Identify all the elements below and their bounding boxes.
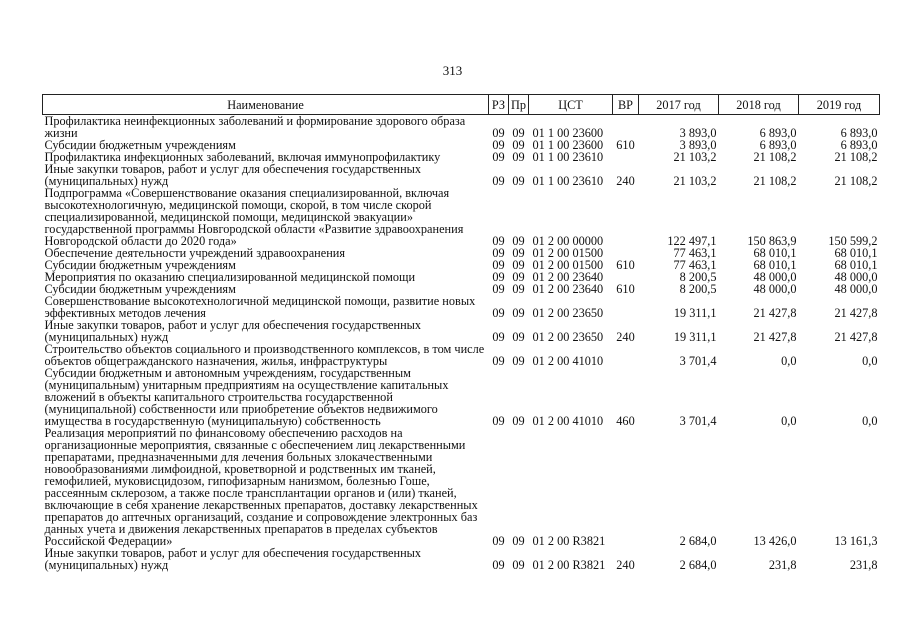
- row-vr: [613, 343, 639, 367]
- row-cst: 01 2 00 23640: [532, 270, 604, 284]
- row-2019: 6 893,0: [840, 126, 878, 140]
- row-2017: 21 103,2: [673, 174, 717, 188]
- row-name: Иные закупки товаров, работ и услуг для обеспечения государственных (муниципальных) нужд: [44, 546, 422, 572]
- row-name: Субсидии бюджетным учреждениям: [44, 138, 236, 152]
- header-pr: Пр: [509, 95, 529, 115]
- row-cst: 01 2 00 R3821: [532, 534, 606, 548]
- row-pr: 09: [512, 126, 525, 140]
- row-2019: 21 427,8: [834, 330, 878, 344]
- row-2018: 21 108,2: [753, 174, 797, 188]
- row-vr: 240: [616, 174, 635, 188]
- row-cst: 01 2 00 41010: [532, 354, 604, 368]
- row-name: Строительство объектов социального и производственного комплексов, в том числе объектов общегражданского назначения, жилья, инфраструктуры: [44, 342, 485, 368]
- row-rz: 09: [492, 306, 505, 320]
- row-2019: 48 000,0: [834, 282, 878, 296]
- row-cst: 01 2 00 23650: [532, 306, 604, 320]
- row-vr: [613, 427, 639, 547]
- row-name: Подпрограмма «Совершенствование оказания специализированной, включая высокотехнологичную, медицинской помощи, скорой, в том числе скорой специализированной, медицинской помощи, медицинской эвакуации» государственной программы Новгородской области «Развитие здравоохранения Новгородской области до 2020 года»: [44, 186, 464, 248]
- row-2018: 0,0: [781, 354, 797, 368]
- row-2018: 13 426,0: [753, 534, 797, 548]
- row-pr: 09: [512, 138, 525, 152]
- row-2017: 2 684,0: [679, 534, 717, 548]
- row-2019: 13 161,3: [834, 534, 878, 548]
- row-name: Профилактика неинфекционных заболеваний и формирование здорового образа жизни: [44, 114, 466, 140]
- row-rz: 09: [492, 258, 505, 272]
- row-vr: 610: [616, 258, 635, 272]
- row-rz: 09: [492, 414, 505, 428]
- row-cst: 01 1 00 23600: [532, 138, 604, 152]
- row-cst: 01 1 00 23610: [532, 174, 604, 188]
- table-row: [43, 187, 880, 247]
- row-2018: 231,8: [768, 558, 797, 572]
- row-2017: 3 893,0: [679, 138, 717, 152]
- row-2019: 21 108,2: [834, 174, 878, 188]
- row-pr: 09: [512, 246, 525, 260]
- row-rz: 09: [492, 270, 505, 284]
- row-vr: 610: [616, 282, 635, 296]
- table-row: [43, 295, 880, 319]
- header-2018: 2018 год: [719, 95, 799, 115]
- budget-table: [42, 94, 880, 571]
- row-2017: 8 200,5: [679, 270, 717, 284]
- row-cst: 01 2 00 01500: [532, 258, 604, 272]
- row-name: Субсидии бюджетным учреждениям: [44, 258, 236, 272]
- row-2018: 48 000,0: [753, 282, 797, 296]
- row-2018: 150 863,9: [747, 234, 797, 248]
- row-2019: 68 010,1: [834, 258, 878, 272]
- row-cst: 01 2 00 R3821: [532, 558, 606, 572]
- row-2017: 21 103,2: [673, 150, 717, 164]
- row-2018: 21 427,8: [753, 306, 797, 320]
- page-number: 313: [442, 63, 463, 78]
- row-rz: 09: [492, 138, 505, 152]
- table-row: [43, 163, 880, 187]
- table-row: [43, 115, 880, 140]
- row-vr: 240: [616, 330, 635, 344]
- row-2017: 19 311,1: [673, 306, 717, 320]
- header-rz: РЗ: [489, 95, 509, 115]
- row-pr: 09: [512, 234, 525, 248]
- header-2019: 2019 год: [799, 95, 880, 115]
- row-name: Иные закупки товаров, работ и услуг для обеспечения государственных (муниципальных) нужд: [44, 318, 422, 344]
- row-2018: 0,0: [781, 414, 797, 428]
- row-rz: 09: [492, 234, 505, 248]
- row-rz: 09: [492, 330, 505, 344]
- row-2017: 2 684,0: [679, 558, 717, 572]
- row-rz: 09: [492, 282, 505, 296]
- row-rz: 09: [492, 174, 505, 188]
- row-2019: 21 108,2: [834, 150, 878, 164]
- row-2017: 77 463,1: [673, 258, 717, 272]
- row-rz: 09: [492, 354, 505, 368]
- row-2017: 8 200,5: [679, 282, 717, 296]
- row-2019: 231,8: [849, 558, 878, 572]
- row-pr: 09: [512, 558, 525, 572]
- row-2017: 122 497,1: [667, 234, 717, 248]
- row-rz: 09: [492, 150, 505, 164]
- row-rz: 09: [492, 534, 505, 548]
- row-pr: 09: [512, 282, 525, 296]
- row-pr: 09: [512, 258, 525, 272]
- row-vr: 610: [616, 138, 635, 152]
- row-2019: 0,0: [862, 354, 878, 368]
- row-vr: 240: [616, 558, 635, 572]
- row-pr: 09: [512, 270, 525, 284]
- row-name: Реализация мероприятий по финансовому обеспечению расходов на организационные мероприятия, связанные с обеспечением лиц лекарственными препаратами, предназначенными для лечения больных злокачественными новообразованиями лимфоидной, кроветворной и родственных им тканей, гемофилией, муковисцидозом, гипофизарным нанизмом, болезнью Гоше, рассеянным склерозом, а также после трансплантации органов и (или) тканей, включающие в себя хранение лекарственных препаратов, доставку лекарственных препаратов до аптечных организаций, создание и сопровождение электронных баз данных учета и движения лекарственных препаратов в пределах субъектов Российской Федерации»: [44, 426, 478, 548]
- row-pr: 09: [512, 306, 525, 320]
- row-2019: 150 599,2: [828, 234, 878, 248]
- row-name: Субсидии бюджетным учреждениям: [44, 282, 236, 296]
- row-2018: 21 427,8: [753, 330, 797, 344]
- row-pr: 09: [512, 150, 525, 164]
- row-vr: [613, 187, 639, 247]
- row-2017: 77 463,1: [673, 246, 717, 260]
- row-rz: 09: [492, 246, 505, 260]
- table-header-row: [43, 95, 880, 115]
- table-row: [43, 319, 880, 343]
- row-2017: 3 701,4: [679, 354, 717, 368]
- row-name: Субсидии бюджетным и автономным учреждениям, государственным (муниципальным) унитарным предприятиям на осуществление капитальных вложений в объекты капитального строительства государственной (муниципальной) собственности или приобретение объектов недвижимого имущества в государственную (муниципальную) собственность: [44, 366, 449, 428]
- row-name: Обеспечение деятельности учреждений здравоохранения: [44, 246, 346, 260]
- table-row: [43, 343, 880, 367]
- row-2019: 6 893,0: [840, 138, 878, 152]
- table-row: [43, 547, 880, 571]
- row-cst: 01 2 00 41010: [532, 414, 604, 428]
- row-cst: 01 2 00 23650: [532, 330, 604, 344]
- row-2017: 19 311,1: [673, 330, 717, 344]
- row-2018: 68 010,1: [753, 258, 797, 272]
- row-rz: 09: [492, 126, 505, 140]
- row-cst: 01 2 00 00000: [532, 234, 604, 248]
- row-cst: 01 1 00 23610: [532, 150, 604, 164]
- row-2017: 3 893,0: [679, 126, 717, 140]
- row-2019: 48 000,0: [834, 270, 878, 284]
- row-2018: 48 000,0: [753, 270, 797, 284]
- row-cst: 01 1 00 23600: [532, 126, 604, 140]
- row-vr: [613, 151, 639, 163]
- row-vr: [613, 115, 639, 140]
- row-vr: 460: [616, 414, 635, 428]
- row-2018: 6 893,0: [759, 126, 797, 140]
- row-2018: 6 893,0: [759, 138, 797, 152]
- header-name: Наименование: [43, 95, 489, 115]
- row-pr: 09: [512, 174, 525, 188]
- row-cst: 01 2 00 23640: [532, 282, 604, 296]
- header-2017: 2017 год: [639, 95, 719, 115]
- row-name: Профилактика инфекционных заболеваний, включая иммунопрофилактику: [44, 150, 441, 164]
- row-2018: 68 010,1: [753, 246, 797, 260]
- row-2017: 3 701,4: [679, 414, 717, 428]
- row-pr: 09: [512, 330, 525, 344]
- row-2019: 68 010,1: [834, 246, 878, 260]
- row-rz: 09: [492, 558, 505, 572]
- header-vr: ВР: [613, 95, 639, 115]
- header-cst: ЦСТ: [529, 95, 613, 115]
- table-row: [43, 427, 880, 547]
- table-row: [43, 367, 880, 427]
- row-2019: 0,0: [862, 414, 878, 428]
- row-2018: 21 108,2: [753, 150, 797, 164]
- row-name: Мероприятия по оказанию специализированной медицинской помощи: [44, 270, 416, 284]
- row-name: Иные закупки товаров, работ и услуг для обеспечения государственных (муниципальных) нужд: [44, 162, 422, 188]
- row-pr: 09: [512, 414, 525, 428]
- row-2019: 21 427,8: [834, 306, 878, 320]
- row-cst: 01 2 00 01500: [532, 246, 604, 260]
- row-pr: 09: [512, 354, 525, 368]
- row-pr: 09: [512, 534, 525, 548]
- row-name: Совершенствование высокотехнологичной медицинской помощи, развитие новых эффективных методов лечения: [44, 294, 476, 320]
- row-vr: [613, 295, 639, 319]
